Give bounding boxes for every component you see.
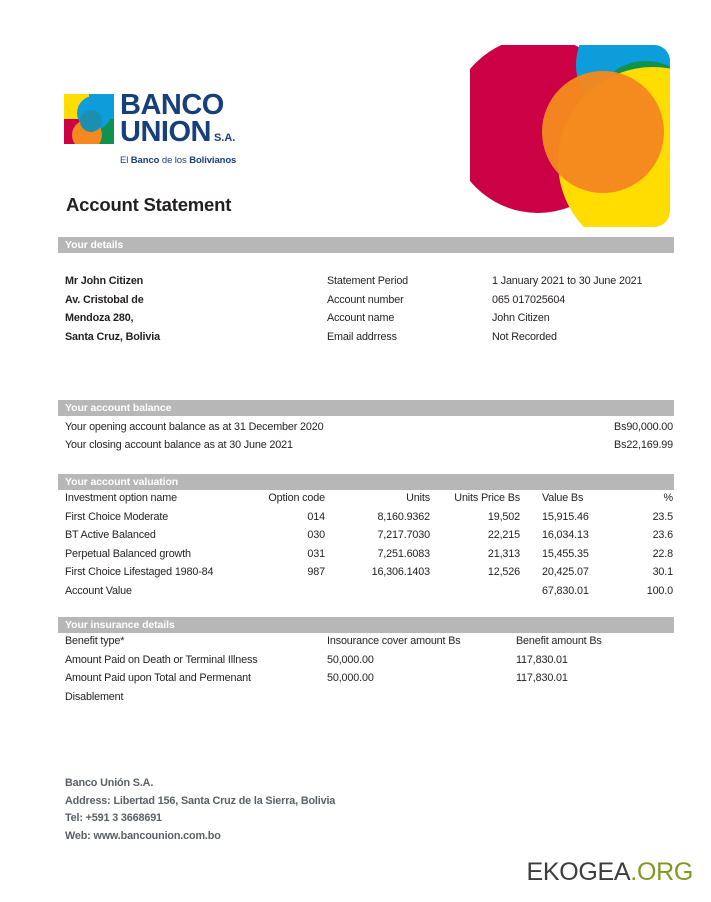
cell-total-label: Account Value [65,584,132,597]
details-labels [327,272,492,346]
tagline-mid: de los [159,155,190,166]
section-header-account-balance: Your account balance [58,400,674,416]
table-row [65,566,673,585]
col-units: Units [406,492,430,504]
page-title: Account Statement [66,194,232,215]
logo-line-banco: BANCO [120,89,224,121]
cell-benefit-type-continued: Disablement [65,690,124,703]
cell-price: 21,313 [487,547,520,560]
logo-circle-teal [80,110,102,132]
cell-benefit-type: Amount Paid upon Total and Permenant [65,672,251,684]
cell-value: 15,455.35 [542,547,589,560]
detail-value-statement-period: 1 January 2021 to 30 June 2021 [492,275,643,287]
cell-code: 014 [307,510,325,523]
cell-name: Perpetual Balanced growth [65,547,191,560]
cell-total-pct: 100.0 [646,584,673,597]
footer-telephone: Tel: +591 3 3668691 [65,812,162,824]
table-row [65,511,673,530]
bank-logo [64,89,294,166]
watermark [527,858,694,887]
cell-pct: 30.1 [652,566,673,578]
table-header-row [65,635,673,654]
cell-benefit-amount: 117,830.01 [516,653,568,666]
watermark-name: EKOGEA [526,858,631,886]
footer-company: Banco Unión S.A. [65,777,154,789]
section-header-insurance-details: Your insurance details [58,617,674,633]
cell-code: 030 [307,529,325,541]
insurance-table [65,635,673,709]
table-row [65,691,673,710]
cell-code: 987 [307,566,325,578]
balance-label-opening: Your opening account balance as at 31 December 2020 [65,421,324,433]
cell-value: 20,425.07 [542,566,589,578]
cell-benefit-amount: 117,830.01 [516,672,568,684]
cell-code: 031 [307,547,325,560]
logo-wordmark [120,89,237,166]
logo-line-union [120,116,236,152]
col-benefit-amount: Benefit amount Bs [516,635,602,647]
cell-pct: 22.8 [652,547,673,560]
valuation-table [65,492,673,603]
cell-cover-amount [327,691,494,710]
detail-label-account-number: Account number [327,293,404,306]
cell-benefit-type: Amount Paid on Death or Terminal Illness [65,653,258,666]
col-percent: % [663,492,673,504]
logo-mark-icon [64,94,114,144]
cell-units: 7,251.6083 [377,547,430,560]
details-values [492,272,682,346]
address-line: Santa Cruz, Bolivia [65,330,160,343]
balance-row-closing [65,439,673,451]
detail-value-email-address: Not Recorded [492,330,557,343]
cell-name: BT Active Balanced [65,529,156,541]
table-row [65,529,673,548]
cell-price: 19,502 [487,510,520,523]
cell-name: First Choice Lifestaged 1980-84 [65,566,214,578]
cell-units: 16,306.1403 [371,566,430,578]
watermark-tld: .ORG [630,858,693,886]
balance-amount-closing: Bs22,169.99 [614,439,673,451]
address-line: Mr John Citizen [65,275,144,287]
footer-address: Address: Libertad 156, Santa Cruz de la Sierra, Bolivia [65,794,336,807]
col-benefit-type: Benefit type* [65,635,125,647]
col-option-code: Option code [268,492,325,504]
decorative-circles-graphic [470,45,670,227]
balance-row-opening [65,421,673,433]
cell-benefit-amount [494,691,673,710]
footer-contact-block [65,775,335,845]
cell-pct: 23.5 [652,510,673,523]
cell-units: 7,217.7030 [377,529,430,541]
cell-pct: 23.6 [652,529,673,541]
table-row [65,548,673,567]
detail-label-account-name: Account name [327,312,395,324]
logo-tagline [120,155,236,166]
cell-price: 12,526 [487,566,520,578]
balance-amount-opening: Bs90,000.00 [614,421,673,433]
cell-total-value: 67,830.01 [542,584,589,597]
circle-orange [542,71,664,193]
table-row [65,654,673,673]
cell-total-units [325,585,430,604]
col-units-price: Units Price Bs [454,492,520,504]
section-header-your-details: Your details [58,237,674,253]
cell-total-price [430,585,520,604]
table-header-row [65,492,673,511]
section-header-account-valuation: Your account valuation [58,474,674,490]
cell-total-code [250,585,325,604]
table-total-row [65,585,673,604]
cell-price: 22,215 [487,529,520,541]
footer-website: Web: www.bancounion.com.bo [65,829,221,842]
cell-cover-amount: 50,000.00 [327,672,374,684]
customer-address-block [65,272,315,346]
col-value: Value Bs [542,492,584,504]
tagline-bold-banco: Banco [130,155,160,166]
cell-cover-amount: 50,000.00 [327,653,374,666]
address-line: Mendoza 280, [65,312,134,324]
table-row [65,672,673,691]
cell-value: 15,915.46 [542,510,589,523]
detail-value-account-number: 065 017025604 [492,293,566,306]
detail-label-email-address: Email addrress [327,330,397,343]
tagline-prefix: El [120,155,131,166]
cell-name: First Choice Moderate [65,510,169,523]
balance-label-closing: Your closing account balance as at 30 June 2021 [65,439,293,451]
col-investment-option-name: Investment option name [65,492,177,504]
col-cover-amount: Insourance cover amount Bs [327,635,461,647]
logo-union-text: UNION [120,116,211,148]
address-line: Av. Cristobal de [65,293,144,306]
detail-value-account-name: John Citizen [492,312,550,324]
cell-units: 8,160.9362 [377,510,430,523]
logo-sa-suffix: S.A. [213,132,236,144]
cell-value: 16,034.13 [542,529,589,541]
tagline-bold-bolivianos: Bolivianos [189,155,237,166]
detail-label-statement-period: Statement Period [327,275,409,287]
